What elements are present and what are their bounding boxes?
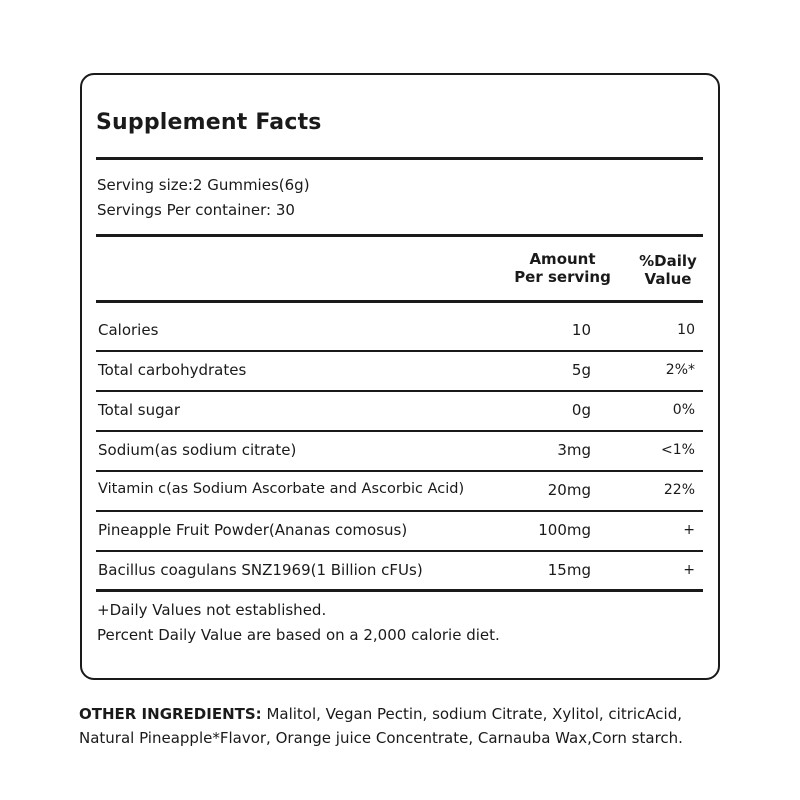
nutrient-amount: 20mg — [547, 481, 591, 499]
nutrient-amount: 100mg — [538, 521, 591, 539]
other-ingredients-line1 — [79, 702, 724, 726]
divider-thick — [96, 234, 703, 237]
footnote-not-established: +Daily Values not established. — [97, 601, 327, 619]
nutrient-name: Calories — [98, 321, 159, 339]
nutrient-amount: 5g — [571, 361, 591, 379]
nutrient-name: Total sugar — [98, 401, 181, 419]
nutrient-name: Bacillus coagulans SNZ1969(1 Billion cFUs) — [98, 561, 423, 579]
panel-title: Supplement Facts — [96, 110, 322, 135]
row-divider — [96, 550, 703, 552]
nutrient-name: Total carbohydrates — [98, 361, 247, 379]
row-divider — [96, 510, 703, 512]
other-ingredients-text: Malitol, Vegan Pectin, sodium Citrate, Xylitol, citricAcid, — [261, 705, 682, 723]
divider-thick — [96, 589, 703, 592]
other-ingredients-label: OTHER INGREDIENTS: — [79, 705, 262, 723]
row-divider — [96, 430, 703, 432]
nutrient-amount: 15mg — [547, 561, 591, 579]
nutrient-name: Pineapple Fruit Powder(Ananas comosus) — [98, 521, 408, 539]
nutrient-daily-value: 2%* — [665, 362, 695, 378]
nutrient-amount: 0g — [571, 401, 591, 419]
divider-thick — [96, 157, 703, 160]
amount-header-line1: Amount — [529, 250, 596, 268]
divider-thick — [96, 300, 703, 303]
other-ingredients-line2: Natural Pineapple*Flavor, Orange juice Concentrate, Carnauba Wax,Corn starch. — [79, 729, 683, 747]
daily-value-header-line1: %Daily — [639, 252, 697, 270]
row-divider — [96, 350, 703, 352]
nutrient-daily-value: <1% — [661, 442, 695, 458]
amount-header-line2: Per serving — [514, 268, 611, 286]
nutrient-daily-value: 10 — [677, 322, 695, 338]
nutrient-name: Sodium(as sodium citrate) — [98, 441, 297, 459]
nutrient-amount: 10 — [571, 321, 591, 339]
nutrient-daily-value: + — [683, 562, 695, 578]
row-divider — [96, 390, 703, 392]
daily-value-header-line2: Value — [644, 270, 692, 288]
nutrient-daily-value: 22% — [663, 482, 695, 498]
serving-size: Serving size:2 Gummies(6g) — [97, 176, 310, 194]
amount-header — [500, 250, 625, 286]
nutrient-name: Vitamin c(as Sodium Ascorbate and Ascorbic Acid) — [98, 481, 465, 497]
nutrient-daily-value: 0% — [672, 402, 695, 418]
nutrient-daily-value: + — [683, 522, 695, 538]
servings-per-container: Servings Per container: 30 — [97, 201, 295, 219]
nutrient-amount: 3mg — [557, 441, 591, 459]
row-divider — [96, 470, 703, 472]
daily-value-header — [628, 252, 708, 288]
footnote-calorie-diet: Percent Daily Value are based on a 2,000 calorie diet. — [97, 626, 500, 644]
other-ingredients — [79, 702, 724, 750]
